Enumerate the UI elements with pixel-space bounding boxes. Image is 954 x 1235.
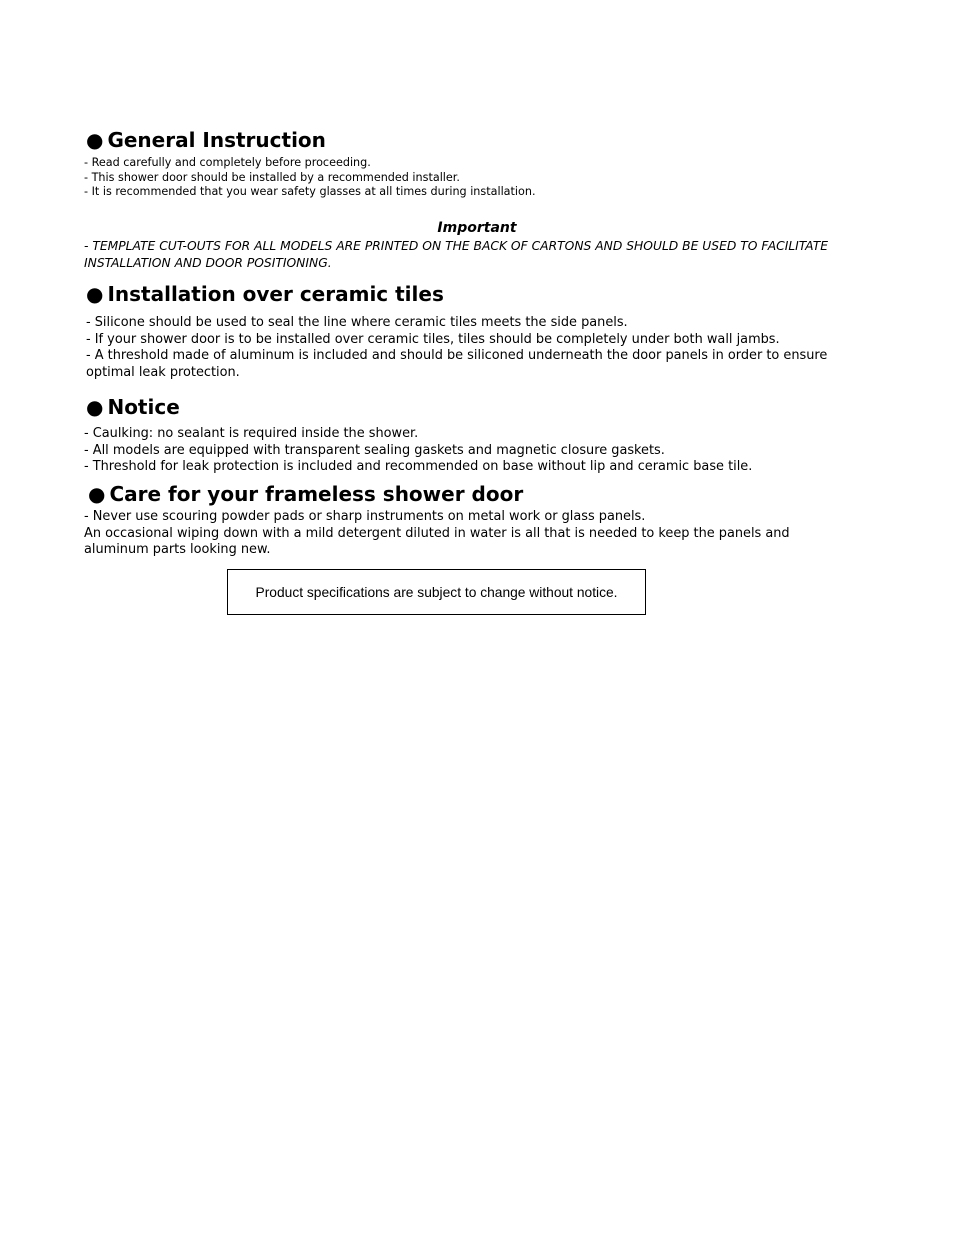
- disclaimer-text: Product specifications are subject to change without notice.: [255, 584, 618, 600]
- care-title: Care for your frameless shower door: [109, 482, 524, 506]
- general-instruction-heading: [86, 128, 326, 152]
- bullet-icon: ●: [88, 482, 106, 506]
- notice-heading: [86, 395, 180, 419]
- list-item: - If your shower door is to be installed over ceramic tiles, tiles should be completely under both wall jambs.: [86, 331, 780, 347]
- bullet-icon: ●: [86, 128, 104, 152]
- care-heading: [88, 482, 523, 506]
- ceramic-tiles-list: [86, 315, 862, 381]
- list-item: - Never use scouring powder pads or sharp instruments on metal work or glass panels.: [84, 509, 646, 524]
- important-text: - TEMPLATE CUT-OUTS FOR ALL MODELS ARE PRINTED ON THE BACK OF CARTONS AND SHOULD BE USED TO FACILITATE INSTALLATION AND DOOR POSITIONING.: [84, 239, 828, 270]
- ceramic-tiles-heading: [86, 282, 444, 306]
- notice-title: Notice: [107, 395, 180, 419]
- list-item: - This shower door should be installed by a recommended installer.: [84, 170, 460, 184]
- notice-list: [84, 426, 752, 476]
- list-item: - Caulking: no sealant is required inside the shower.: [84, 426, 419, 441]
- bullet-icon: ●: [86, 395, 104, 419]
- list-item: - It is recommended that you wear safety glasses at all times during installation.: [84, 185, 536, 198]
- general-instruction-list: [84, 156, 536, 200]
- list-item: - All models are equipped with transparent sealing gaskets and magnetic closure gaskets.: [84, 442, 665, 458]
- list-item: - A threshold made of aluminum is included and should be siliconed underneath the door panels in order to ensure optimal leak protection.: [86, 348, 828, 380]
- list-item: - Read carefully and completely before proceeding.: [84, 156, 371, 169]
- ceramic-tiles-title: Installation over ceramic tiles: [107, 282, 444, 306]
- bullet-icon: ●: [86, 282, 104, 306]
- general-instruction-title: General Instruction: [107, 128, 326, 152]
- list-item: An occasional wiping down with a mild detergent diluted in water is all that is needed to keep the panels and aluminum parts looking new.: [84, 525, 790, 557]
- list-item: - Silicone should be used to seal the line where ceramic tiles meets the side panels.: [86, 315, 628, 330]
- important-title: Important: [437, 220, 517, 236]
- disclaimer-box: [227, 569, 646, 615]
- care-list: [84, 509, 850, 559]
- list-item: - Threshold for leak protection is included and recommended on base without lip and ceramic base tile.: [84, 459, 753, 474]
